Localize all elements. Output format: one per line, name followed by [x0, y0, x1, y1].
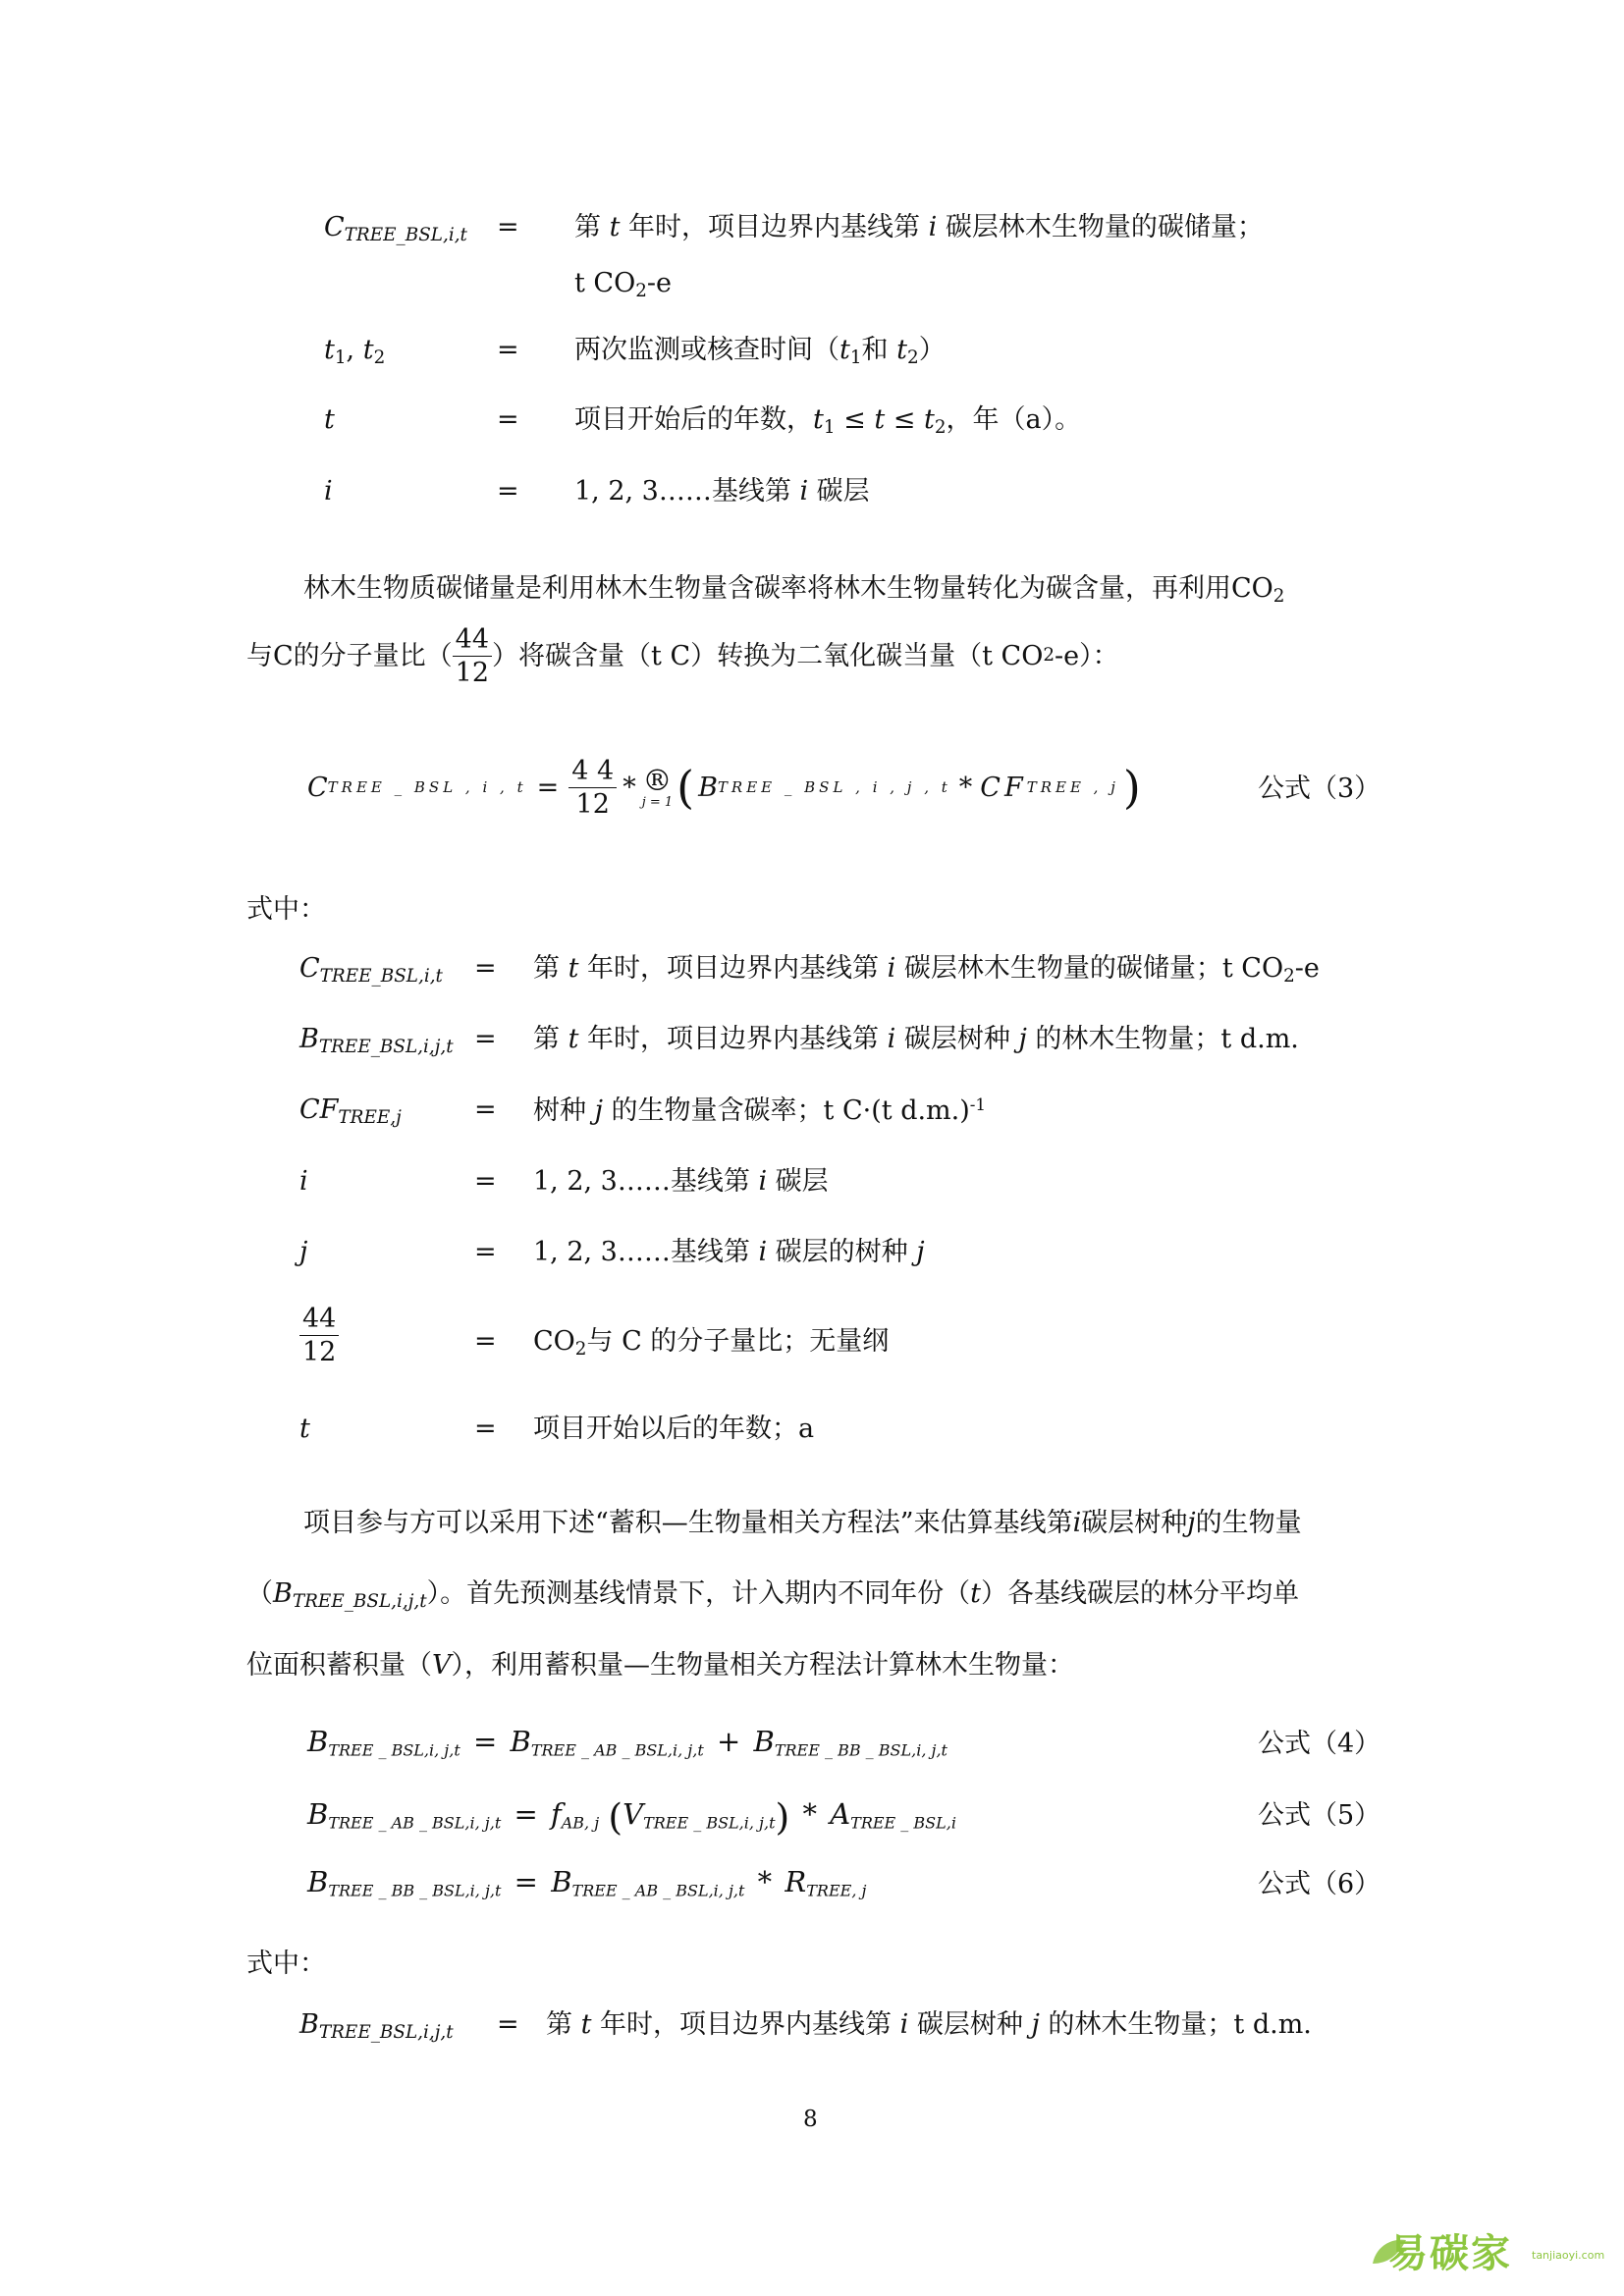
- mw-ratio-fraction: $\frac{44}{12}$: [453, 626, 492, 686]
- def2-row5-eq: =: [474, 1237, 497, 1267]
- def2-row4-desc: 1, 2, 3……基线第 i 碳层: [533, 1166, 829, 1197]
- formula-3: C TREE _ BSL , i , t = $\frac{4 4}{12}$ * ® j = 1 ( B TREE _ BSL , i , j , t * CF TREE , j ): [307, 756, 1141, 820]
- para1-line1: 林木生物质碳储量是利用林木生物量含碳率将林木生物量转化为碳含量，再利用$CO_2$: [303, 573, 1285, 608]
- def1-row1-eq: =: [497, 212, 519, 242]
- def2-row7-eq: =: [474, 1414, 497, 1444]
- def2-row6-desc: $CO_2$与 C 的分子量比；无量纲: [533, 1326, 890, 1361]
- def2-row7: t: [299, 1414, 310, 1444]
- def2-row3: $CF_{TREE,j}$: [299, 1095, 402, 1129]
- def2-row3-desc: 树种 j 的生物量含碳率；t C·(t d.m.)$^{-1}$: [533, 1095, 987, 1127]
- para1-line2: 与C的分子量比（ $\frac{44}{12}$ ）将碳含量（t C）转换为二氧化碳当量（t CO 2 -e）：: [246, 624, 1119, 688]
- def1-row2-desc: 两次监测或核查时间（$t_1$和 $t_2$）: [574, 335, 946, 369]
- para2-line3: 位面积蓄积量（V），利用蓄积量—生物量相关方程法计算林木生物量：: [246, 1650, 1074, 1681]
- def2-row4: i: [299, 1166, 308, 1197]
- watermark-logo: [1367, 2230, 1605, 2283]
- shizhong-1: 式中：: [246, 894, 326, 925]
- formula-3-label: 公式（3）: [1258, 774, 1381, 804]
- def1-row1-unit: t $CO_2-e$: [574, 268, 673, 302]
- def2-row5: j: [299, 1237, 308, 1267]
- watermark-brand: 易碳家: [1388, 2231, 1512, 2276]
- def2-row6-eq: =: [474, 1326, 497, 1357]
- def3-row1-eq: =: [497, 2009, 519, 2040]
- def2-fraction: $\frac{44}{12}$: [299, 1306, 339, 1365]
- formula-5-label: 公式（5）: [1258, 1800, 1381, 1831]
- watermark-domain: tanjiaoyi.com: [1532, 2249, 1605, 2262]
- def1-row3: t: [324, 404, 335, 435]
- def1-row3-eq: =: [497, 404, 519, 435]
- formula3-fraction: $\frac{4 4}{12}$: [568, 758, 617, 818]
- def2-row2: $B_{TREE\_BSL,i,j,t}$: [299, 1024, 454, 1058]
- def2-row4-eq: =: [474, 1166, 497, 1197]
- def2-row2-eq: =: [474, 1024, 497, 1054]
- para2-line2: $(B_{TREE\_BSL,i,j,t})$。首先预测基线情景下，计入期内不同年份（t）各基线碳层的林分平均单: [246, 1578, 1299, 1613]
- def1-row2-eq: =: [497, 335, 519, 365]
- def2-row6: [299, 1306, 339, 1365]
- page-number: 8: [803, 2107, 818, 2132]
- formula-5: $B_{TREE \_ AB \_ BSL,i, j,t} = f_{AB, j}$ $(V_{TREE \_ BSL,i, j,t}) * A_{TREE \_ BSL,i}$: [307, 1795, 956, 1839]
- def3-row1-desc: 第 t 年时，项目边界内基线第 i 碳层树种 j 的林木生物量；t d.m.: [546, 2009, 1312, 2040]
- def2-row1: $C_{TREE\_BSL,i,t}$: [299, 953, 443, 988]
- def1-row1-desc: 第 t 年时，项目边界内基线第 i 碳层林木生物量的碳储量；: [574, 212, 1264, 242]
- def1-row1: $C_{TREE\_BSL,i,t}$: [324, 212, 467, 246]
- def2-row5-desc: 1, 2, 3……基线第 i 碳层的树种 j: [533, 1237, 925, 1267]
- formula-6-label: 公式（6）: [1258, 1869, 1381, 1899]
- def2-row1-desc: 第 t 年时，项目边界内基线第 i 碳层林木生物量的碳储量；t $CO_2-e$: [533, 953, 1320, 988]
- formula-4-label: 公式（4）: [1258, 1729, 1381, 1759]
- def2-row3-eq: =: [474, 1095, 497, 1125]
- def2-row1-eq: =: [474, 953, 497, 984]
- shizhong-2: 式中：: [246, 1949, 326, 1979]
- def1-row3-desc: 项目开始后的年数，$t_1 \le t \le t_2$，年（a）。: [574, 404, 1082, 439]
- def1-row4-eq: =: [497, 476, 519, 507]
- def1-row4: i: [324, 476, 333, 507]
- para2-line1: 项目参与方可以采用下述“蓄积—生物量相关方程法”来估算基线第i碳层树种j的生物量: [303, 1508, 1302, 1538]
- def2-row7-desc: 项目开始以后的年数；a: [533, 1414, 815, 1444]
- def1-row2: $t_1$, $t_2$: [324, 335, 386, 369]
- def2-row2-desc: 第 t 年时，项目边界内基线第 i 碳层树种 j 的林木生物量；t d.m.: [533, 1024, 1299, 1054]
- summation-symbol: ® j = 1: [641, 764, 674, 810]
- def3-row1: $B_{TREE\_BSL,i,j,t}$: [299, 2009, 454, 2044]
- def1-row4-desc: 1, 2, 3……基线第 i 碳层: [574, 476, 870, 507]
- formula-6: $B_{TREE \_ BB \_ BSL,i, j,t} = B_{TREE \_ AB \_ BSL,i, j,t} * R_{TREE, j}$: [307, 1865, 867, 1900]
- formula-4: $B_{TREE \_ BSL,i, j,t} = B_{TREE \_ AB \_ BSL,i, j,t} + B_{TREE \_ BB \_ BSL,i, j,t}$: [307, 1725, 947, 1760]
